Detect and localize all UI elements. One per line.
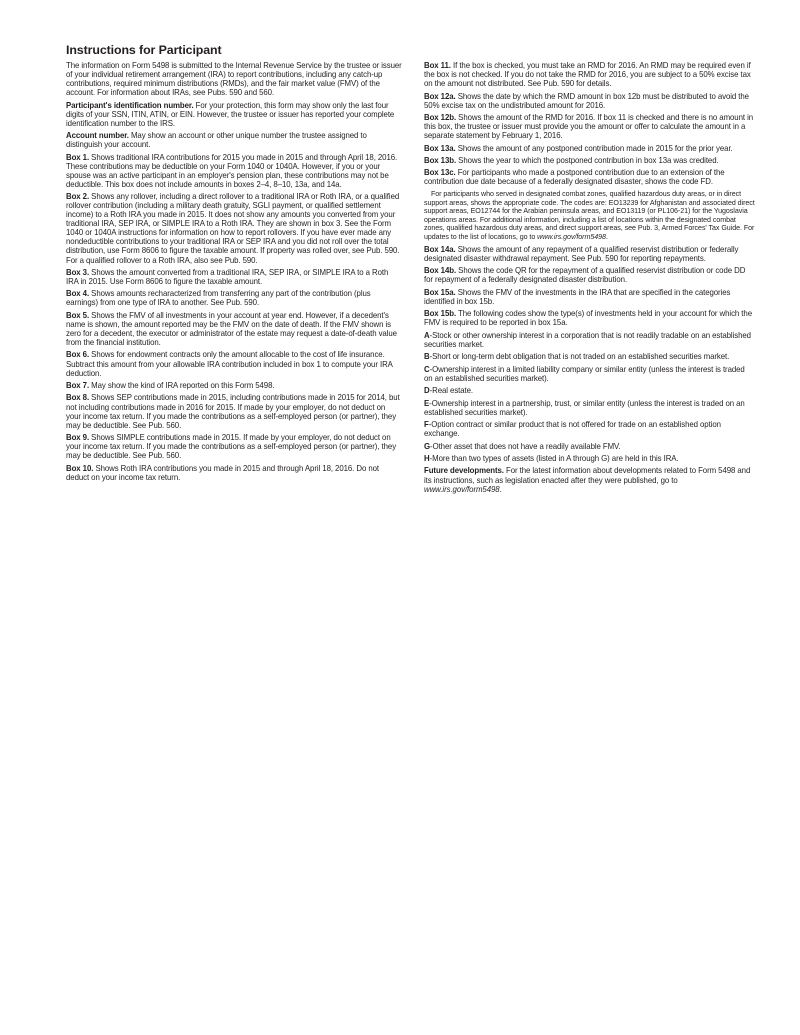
box13b-paragraph: Box 13b. Shows the year to which the postponed contribution in box 13a was credited.: [424, 155, 719, 165]
code-letter: G: [424, 441, 431, 451]
code-letter: E: [424, 398, 430, 408]
paragraph-label: Box 11.: [424, 61, 451, 70]
paragraph-label: Box 14b.: [424, 266, 457, 276]
code-c-item: C-Ownership interest in a limited liability company or similar entity (unless the interest is traded on an established securities market).: [424, 364, 745, 383]
code-letter: A: [424, 330, 430, 340]
paragraph-label: Box 4.: [66, 289, 90, 299]
box3-paragraph: Box 3. Shows the amount converted from a traditional IRA, SEP IRA, or SIMPLE IRA to a Roth IRA in 2015. Use Form 8606 to figure the taxable amount.: [66, 267, 389, 286]
code-g-item: G-Other asset that does not have a readily available FMV.: [424, 441, 621, 451]
box12a-paragraph: Box 12a. Shows the date by which the RMD amount in box 12b must be distributed to avoid the 50% excise tax on the undistributed amount for 2016.: [424, 91, 749, 110]
irs-form5498-link[interactable]: www.irs.gov/form5498: [424, 484, 500, 494]
box2-paragraph: Box 2. Shows any rollover, including a direct rollover to a traditional IRA or Roth IRA, or a qualified rollover contribution (including a military death gratuity, SGLI payment, or qualified settlement income) to a Roth IRA you made in 2015. It does not show any amounts you converted from your traditional IRA, SEP IRA, or SIMPLE IRA to a Roth IRA. They are shown in box 3. See the Form 1040 or 1040A instructions for information on how to report rollovers. If you have ever made any nondeductible contributions to your traditional IRA or SEP IRA and you did not roll over the total distribution, use Form 8606 to figure the taxable amount. If property was rolled over, see Pub. 590. For a qualified rollover to a Roth IRA, also see Pub. 590.: [66, 192, 400, 265]
code-f-item: F-Option contract or similar product that is not offered for trade on an established option exchange.: [424, 420, 721, 439]
code-b-item: B-Short or long-term debt obligation that is not traded on an established securities market.: [424, 352, 730, 362]
page-title: Instructions for Participant: [66, 43, 222, 57]
box13c-paragraph: Box 13c. For participants who made a postponed contribution due to an extension of the contribution due date because of a federally designated disaster, shows the code FD.: [424, 168, 725, 187]
paragraph-label: Box 7.: [66, 381, 90, 391]
paragraph-label: Future developments.: [424, 466, 504, 476]
paragraph-label: Account number.: [66, 131, 129, 141]
paragraph-label: Box 13c.: [424, 168, 456, 178]
future-developments-paragraph: Future developments. For the latest information about developments related to Form 5498 and its instructions, such as legislation enacted after they were published, go to www.irs.gov/form5498.: [424, 466, 751, 494]
left-column: [66, 61, 402, 485]
paragraph-label: Box 13a.: [424, 143, 456, 153]
paragraph-label: Box 2.: [66, 192, 90, 202]
box14a-paragraph: Box 14a. Shows the amount of any repayment of a qualified reservist distribution or federally designated disaster withdrawal repayment. See Pub. 590 for reporting repayments.: [424, 244, 739, 263]
box8-paragraph: Box 8. Shows SEP contributions made in 2015, including contributions made in 2015 for 2014, but not including contributions made in 2016 for 2015. If made by your employer, do not deduct on your income tax return. If you made the contributions as a self-employed person (or partner), they may be deductible. See Pub. 560.: [66, 393, 400, 430]
combat-zones-paragraph: For participants who served in designated combat zones, qualified hazardous duty areas, or in direct support areas, shows the appropriate code. The codes are: EO13239 for Afghanistan and associated direct support areas, EO12744 for the Arabian peninsula areas, and EO13119 (or PL106-21) for the Yugoslavia operations areas. For additional information, including a list of locations within the designated combat zones, qualified hazardous duty areas, and direct support areas, see Pub. 3, Armed Forces' Tax Guide. For updates to the list of locations, go to www.irs.gov/form5498.: [424, 189, 755, 241]
code-letter: F: [424, 420, 429, 430]
paragraph-label: Box 14a.: [424, 244, 456, 254]
paragraph-label: Box 8.: [66, 393, 90, 403]
box5-paragraph: Box 5. Shows the FMV of all investments in your account at year end. However, if a decedent's name is shown, the amount reported may be the FMV on the date of death. If the FMV shown is zero for a decedent, the executor or administrator of the estate may request a date-of-death value from the financial institution.: [66, 310, 397, 348]
paragraph-label: Box 15a.: [424, 287, 456, 297]
box1-paragraph: Box 1. Shows traditional IRA contributions for 2015 you made in 2015 and through April 18, 2016. These contributions may be deductible on your Form 1040 or 1040A. However, if you or your spouse was an active participant in an employer's pension plan, these contributions may not be deductible. This box does not include amounts in boxes 2–4, 8–10, 13a, and 14a.: [66, 152, 398, 189]
code-letter: D: [424, 386, 430, 396]
code-letter: C: [424, 364, 430, 374]
box6-paragraph: Box 6. Shows for endowment contracts only the amount allocable to the cost of life insurance. Subtract this amount from your allowable IRA contribution included in box 1 to compute your IRA deduction.: [66, 350, 393, 378]
box7-paragraph: Box 7. May show the kind of IRA reported on this Form 5498.: [66, 381, 275, 391]
paragraph-label: Box 12b.: [424, 113, 457, 123]
code-e-item: E-Ownership interest in a partnership, trust, or similar entity (unless the interest is traded on an established securities market).: [424, 398, 745, 417]
paragraph-label: Box 9.: [66, 433, 90, 443]
paragraph-label: Box 6.: [66, 350, 90, 360]
box15b-paragraph: Box 15b. The following codes show the type(s) of investments held in your account for which the FMV is required to be reported in box 15a.: [424, 309, 752, 328]
paragraph-label: Box 12a.: [424, 91, 456, 101]
box14b-paragraph: Box 14b. Shows the code QR for the repayment of a qualified reservist distribution or code DD for repayment of a federally designated disaster distribution.: [424, 266, 746, 285]
paragraph-label: Box 15b.: [424, 309, 457, 319]
code-letter: B: [424, 352, 430, 362]
right-column: [424, 61, 755, 497]
code-letter: H: [424, 454, 430, 464]
intro-paragraph: The information on Form 5498 is submitted to the Internal Revenue Service by the trustee or issuer of your individual retirement arrangement (IRA) to report contributions, including any catch-up contributions, required minimum distributions (RMDs), and the fair market value (FMV) of the account. For information about IRAs, see Pubs. 590 and 560.: [66, 61, 402, 98]
code-a-item: A-Stock or other ownership interest in a corporation that is not readily tradable on an established securities market.: [424, 330, 751, 349]
box4-paragraph: Box 4. Shows amounts recharacterized from transferring any part of the contribution (plus earnings) from one type of IRA to another. See Pub. 590.: [66, 289, 371, 308]
paragraph-label: Box 5.: [66, 310, 90, 320]
box11-paragraph: Box 11. If the box is checked, you must take an RMD for 2016. An RMD may be required even if the box is not checked. If you do not take the RMD for 2016, you are subject to a 50% excise tax on the amount not distributed. See Pub. 590 for details.: [424, 61, 751, 89]
box9-paragraph: Box 9. Shows SIMPLE contributions made in 2015. If made by your employer, do not deduct on your income tax return. If you made the contributions as a self-employed person (or partner), they may be deductible. See Pub. 560.: [66, 433, 397, 461]
paragraph-label: Box 1.: [66, 152, 90, 162]
box12b-paragraph: Box 12b. Shows the amount of the RMD for 2016. If box 11 is checked and there is no amount in this box, the trustee or issuer must provide you the amount or offer to calculate the amount in a separate statement by February 1, 2016.: [424, 113, 754, 141]
box13a-paragraph: Box 13a. Shows the amount of any postponed contribution made in 2015 for the prior year.: [424, 143, 733, 153]
paragraph-label: Participant's identification number.: [66, 100, 194, 110]
participant-id-paragraph: Participant's identification number. For your protection, this form may show only the last four digits of your SSN, ITIN, ATIN, or EIN. However, the trustee or issuer has reported your complete identification number to the IRS.: [66, 100, 395, 128]
paragraph-label: Box 3.: [66, 267, 90, 277]
code-h-item: H-More than two types of assets (listed in A through G) are held in this IRA.: [424, 454, 679, 464]
box15a-paragraph: Box 15a. Shows the FMV of the investments in the IRA that are specified in the categories identified in box 15b.: [424, 287, 731, 306]
paragraph-label: Box 10.: [66, 463, 94, 473]
box10-paragraph: Box 10. Shows Roth IRA contributions you made in 2015 and through April 18, 2016. Do not deduct on your income tax return.: [66, 463, 380, 482]
paragraph-label: Box 13b.: [424, 155, 457, 165]
irs-form5498-link[interactable]: www.irs.gov/form5498: [537, 232, 606, 241]
code-d-item: D-Real estate.: [424, 386, 474, 396]
account-number-paragraph: Account number. May show an account or other unique number the trustee assigned to distinguish your account.: [66, 131, 367, 150]
